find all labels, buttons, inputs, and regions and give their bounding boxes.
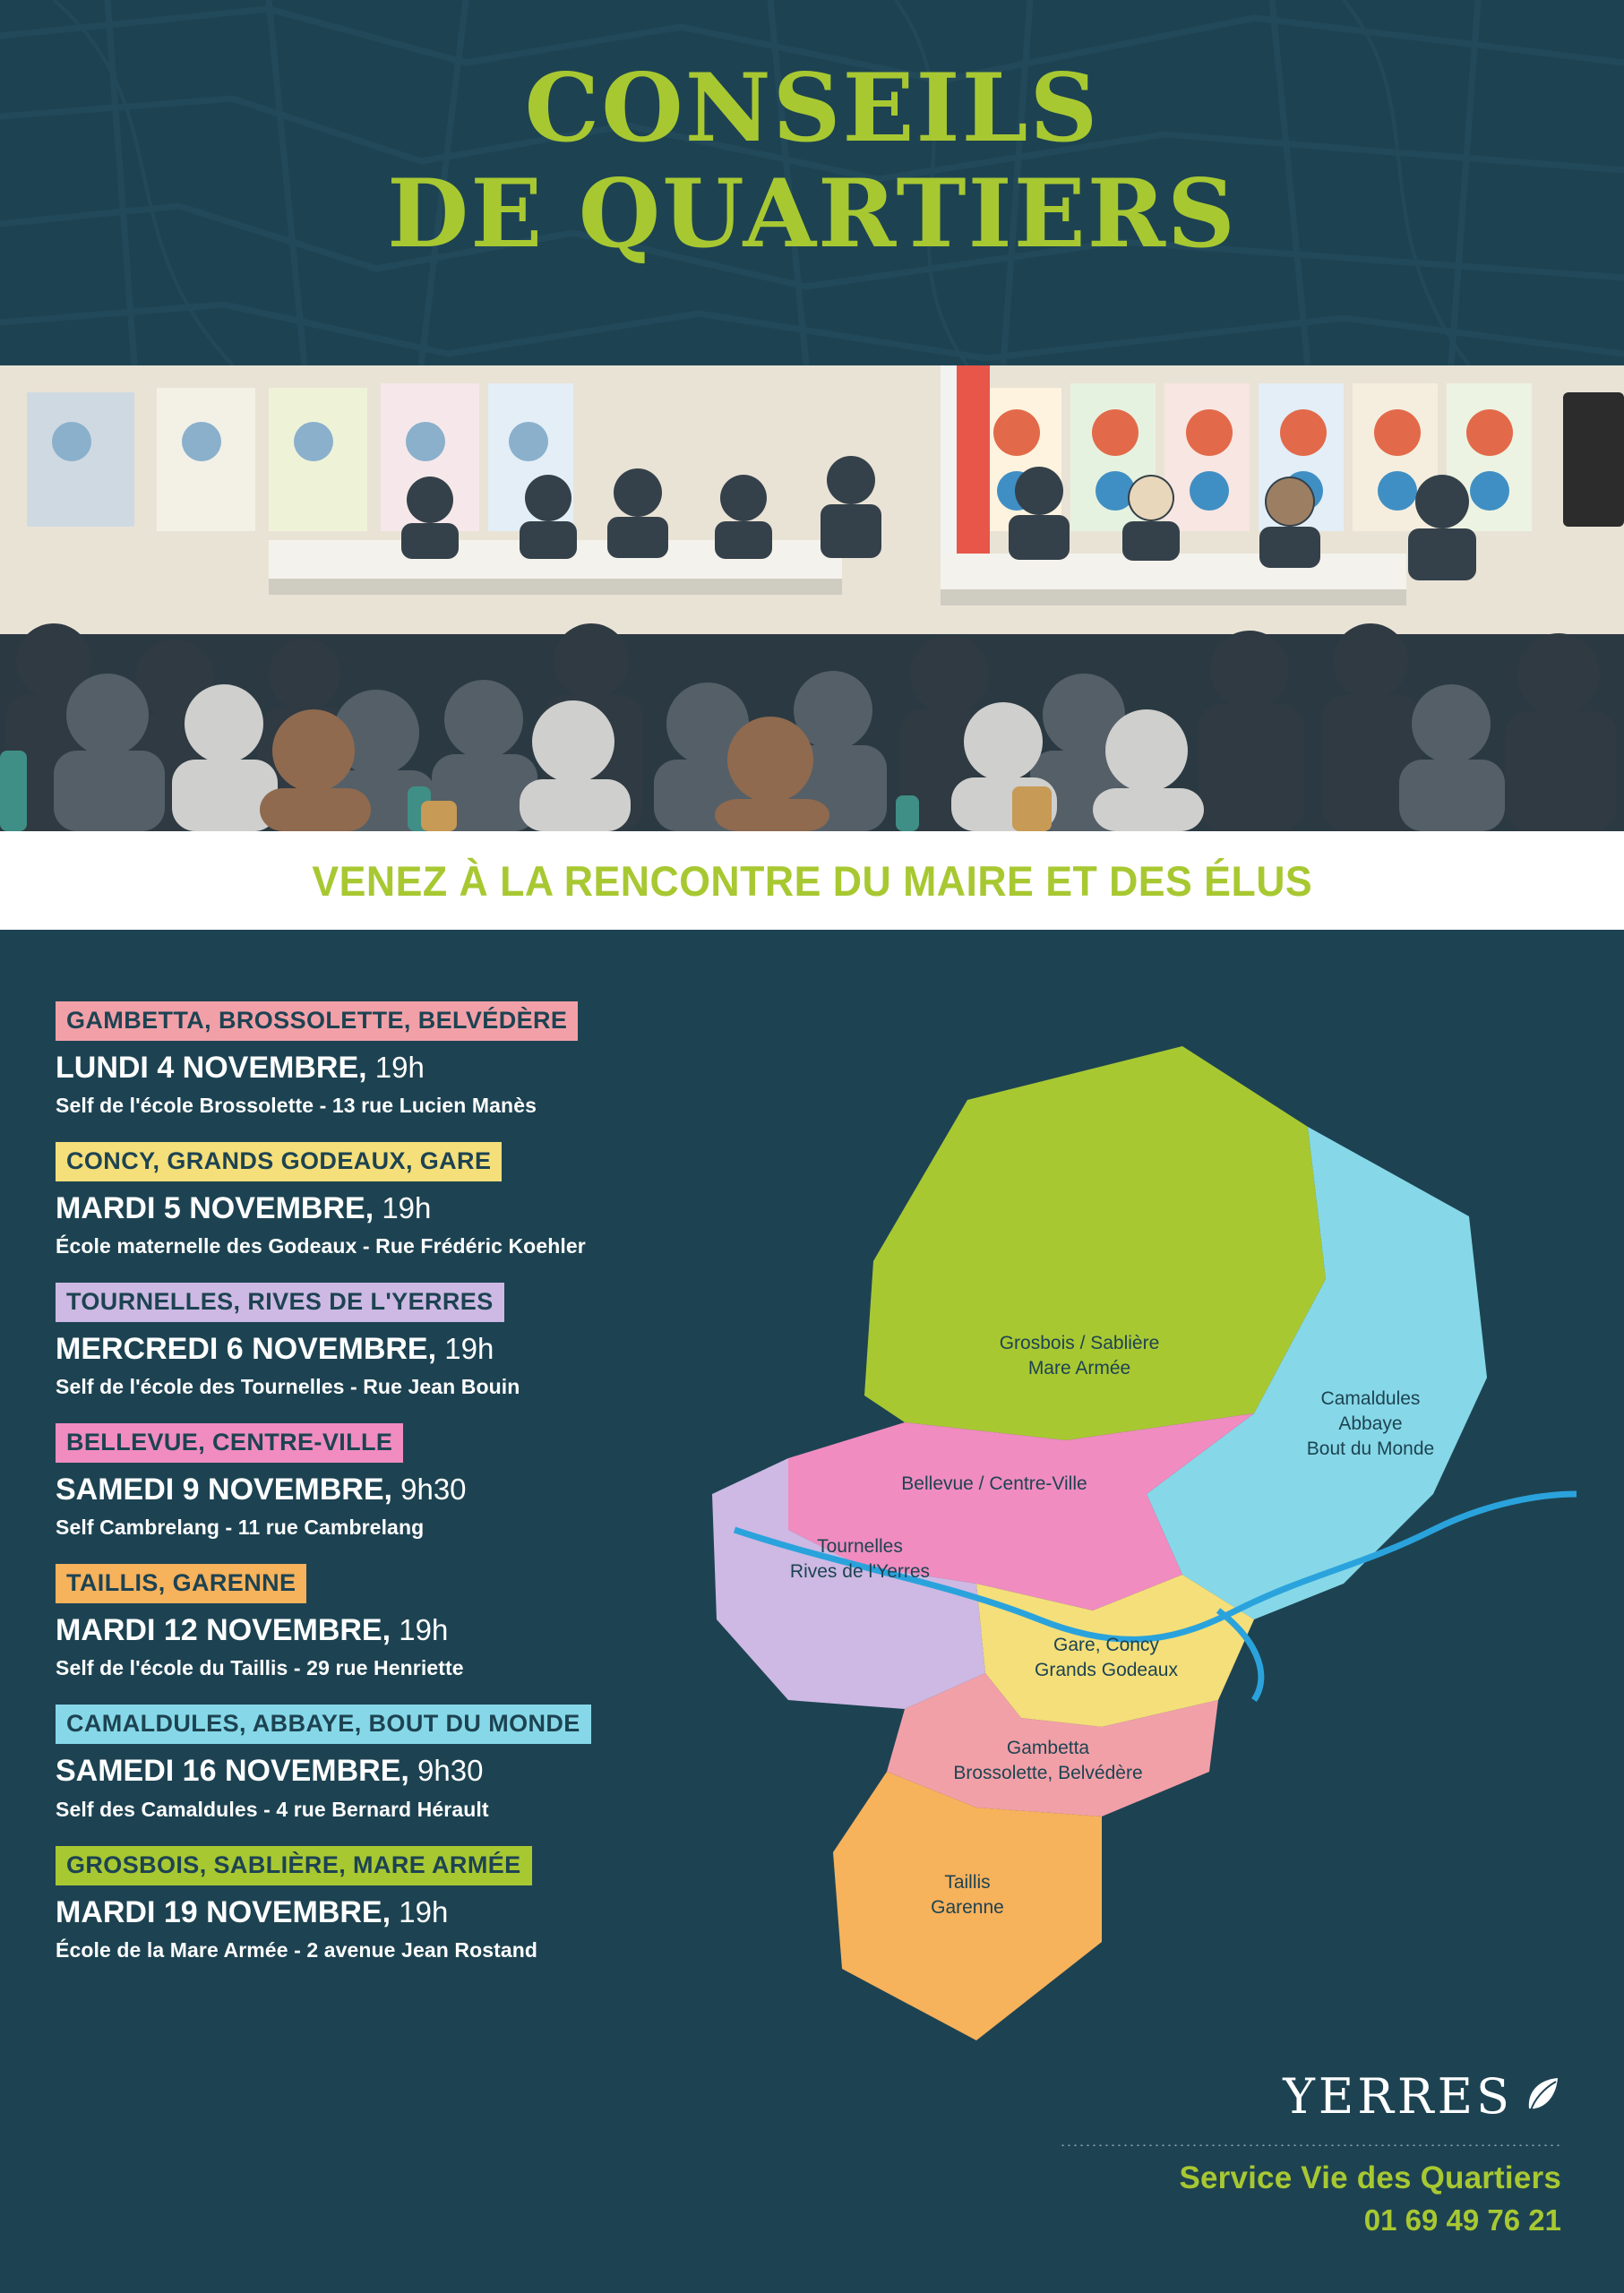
list-item [56,1705,736,1821]
map-label-camaldules-2: Abbaye [1338,1413,1403,1434]
meeting-place: Self des Camaldules - 4 rue Bernard Hérault [56,1797,489,1821]
list-item [56,1423,736,1540]
map-label-camaldules-3: Bout du Monde [1306,1438,1435,1459]
map-label-bellevue: Bellevue / Centre-Ville [901,1473,1087,1494]
meeting-date [56,1051,736,1086]
quartier-tag: CAMALDULES, ABBAYE, BOUT DU MONDE [56,1705,591,1744]
map-label-camaldules: Camaldules [1320,1388,1421,1409]
quartier-tag: CONCY, GRANDS GODEAUX, GARE [56,1142,502,1181]
meeting-time: 19h [399,1613,449,1647]
subtitle-band [0,831,1624,930]
map-label-taillis-2: Garenne [931,1897,1004,1918]
quartier-tag: TAILLIS, GARENNE [56,1564,306,1603]
meeting-time: 9h30 [400,1473,467,1507]
poster-content [0,930,1624,2293]
subtitle-text: VENEZ À LA RENCONTRE DU MAIRE ET DES ÉLUS [312,856,1312,905]
map-label-grosbois-2: Mare Armée [1027,1358,1131,1378]
quartiers-map [681,992,1603,2094]
meeting-day: MARDI 5 NOVEMBRE, [56,1191,374,1226]
map-label-gare-2: Grands Godeaux [1035,1660,1178,1680]
map-label-tournelles-2: Rives de l'Yerres [789,1561,931,1582]
title-line-2: DE QUARTIERS [387,157,1237,269]
map-label-gambetta: Gambetta [1006,1738,1090,1758]
meeting-time: 9h30 [417,1754,484,1788]
poster-header [0,0,1624,365]
meeting-date [56,1473,736,1507]
meeting-time: 19h [444,1332,494,1366]
meetings-list [56,1001,736,1987]
meeting-date [56,1895,736,1930]
meeting-date [56,1191,736,1226]
quartier-tag: BELLEVUE, CENTRE-VILLE [56,1423,403,1463]
meeting-date [56,1613,736,1648]
leaf-icon [1522,2074,1561,2119]
list-item [56,1564,736,1680]
meeting-place: Self de l'école Brossolette - 13 rue Lucien Manès [56,1094,537,1118]
map-label-tournelles: Tournelles [817,1536,903,1557]
list-item [56,1001,736,1118]
meeting-place: Self de l'école des Tournelles - Rue Jean Bouin [56,1375,520,1399]
meeting-day: MERCREDI 6 NOVEMBRE, [56,1332,437,1367]
footer-block [1060,2068,1561,2237]
meeting-day: MARDI 19 NOVEMBRE, [56,1894,391,1929]
meeting-place: Self de l'école du Taillis - 29 rue Henriette [56,1656,464,1680]
meeting-time: 19h [382,1191,432,1225]
page-title [0,52,1624,269]
city-logo [1060,2068,1561,2125]
meeting-place: École de la Mare Armée - 2 avenue Jean Rostand [56,1937,538,1962]
meeting-place: École maternelle des Godeaux - Rue Frédéric Koehler [56,1234,586,1258]
meeting-photo-illustration [0,365,1624,831]
map-label-gambetta-2: Brossolette, Belvédère [953,1763,1143,1783]
divider [1060,2144,1561,2146]
city-logo-text: YERRES [1283,2068,1513,2125]
service-label: Service Vie des Quartiers [1179,2160,1561,2195]
map-label-grosbois: Grosbois / Sablière [999,1333,1160,1353]
meeting-date [56,1754,736,1789]
map-label-gare: Gare, Concy [1053,1635,1159,1655]
meeting-place: Self Cambrelang - 11 rue Cambrelang [56,1516,425,1540]
list-item [56,1846,736,1962]
phone-number: 01 69 49 76 21 [1363,2203,1561,2237]
meeting-day: SAMEDI 9 NOVEMBRE, [56,1473,392,1507]
meeting-date [56,1332,736,1367]
meeting-day: LUNDI 4 NOVEMBRE, [56,1051,367,1085]
meeting-time: 19h [399,1894,449,1928]
map-zone-grosbois[interactable] [864,1046,1326,1440]
meeting-day: SAMEDI 16 NOVEMBRE, [56,1754,409,1789]
quartier-tag: TOURNELLES, RIVES DE L'YERRES [56,1283,504,1322]
meeting-photo [0,365,1624,831]
title-line-1: CONSEILS [524,52,1100,163]
quartier-tag: GROSBOIS, SABLIÈRE, MARE ARMÉE [56,1846,532,1885]
list-item [56,1142,736,1258]
quartiers-map-svg [681,992,1603,2094]
list-item [56,1283,736,1399]
meeting-time: 19h [374,1051,425,1084]
quartier-tag: GAMBETTA, BROSSOLETTE, BELVÉDÈRE [56,1001,578,1041]
meeting-day: MARDI 12 NOVEMBRE, [56,1613,391,1648]
map-label-taillis: Taillis [944,1872,991,1893]
